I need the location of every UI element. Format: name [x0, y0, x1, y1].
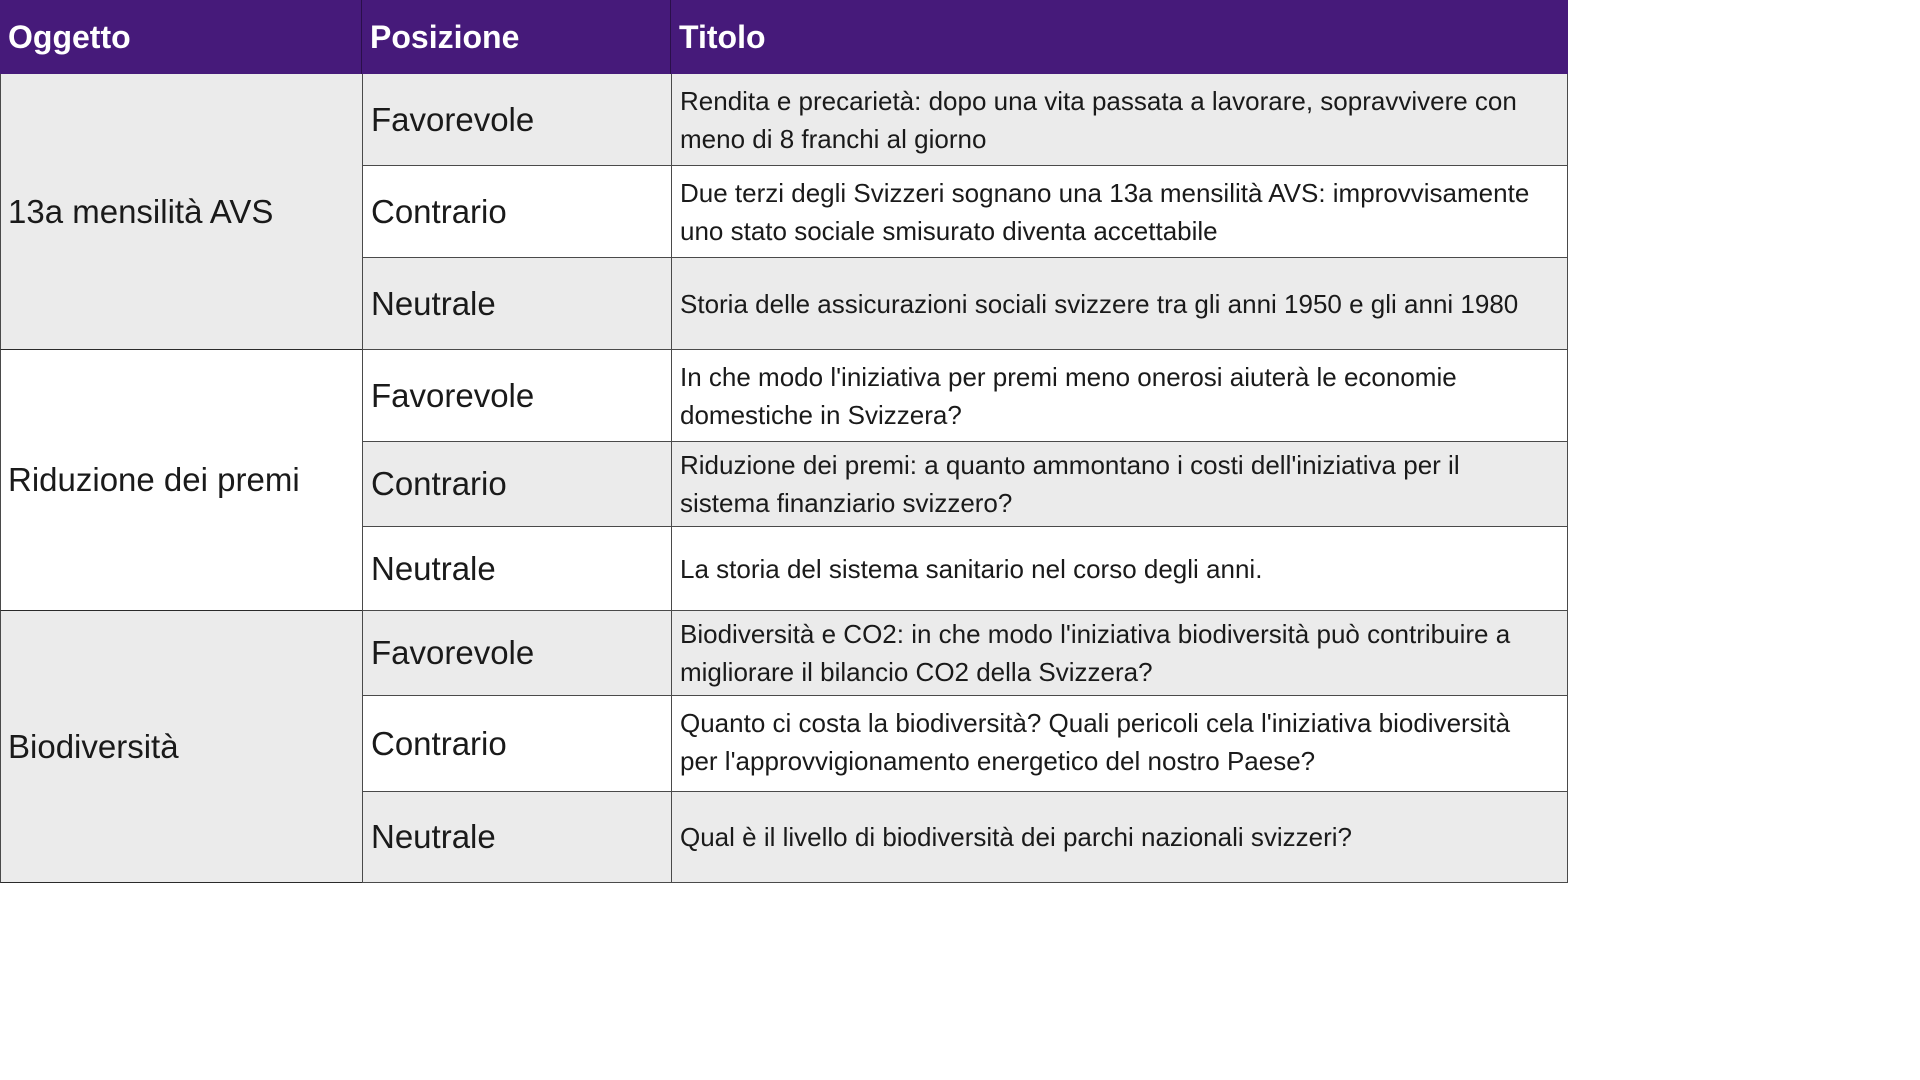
header-posizione: Posizione: [362, 0, 671, 74]
title-cell: Rendita e precarietà: dopo una vita passata a lavorare, sopravvivere con meno di 8 franchi al giorno: [671, 74, 1568, 166]
title-cell: La storia del sistema sanitario nel corso degli anni.: [671, 527, 1568, 611]
position-cell: Contrario: [362, 442, 671, 527]
position-cell: Neutrale: [362, 258, 671, 350]
title-cell: Storia delle assicurazioni sociali svizzere tra gli anni 1950 e gli anni 1980: [671, 258, 1568, 350]
topic-cell: Biodiversità: [0, 611, 362, 883]
title-cell: Riduzione dei premi: a quanto ammontano i costi dell'iniziativa per il sistema finanziario svizzero?: [671, 442, 1568, 527]
title-cell: In che modo l'iniziativa per premi meno onerosi aiuterà le economie domestiche in Svizzera?: [671, 350, 1568, 442]
title-cell: Quanto ci costa la biodiversità? Quali pericoli cela l'iniziativa biodiversità per l'approvvigionamento energetico del nostro Paese?: [671, 696, 1568, 792]
header-oggetto: Oggetto: [0, 0, 362, 74]
position-cell: Neutrale: [362, 792, 671, 883]
position-cell: Favorevole: [362, 350, 671, 442]
position-cell: Neutrale: [362, 527, 671, 611]
header-titolo: Titolo: [671, 0, 1568, 74]
position-cell: Contrario: [362, 166, 671, 258]
title-cell: Qual è il livello di biodiversità dei parchi nazionali svizzeri?: [671, 792, 1568, 883]
position-cell: Favorevole: [362, 611, 671, 696]
title-cell: Biodiversità e CO2: in che modo l'iniziativa biodiversità può contribuire a migliorare il bilancio CO2 della Svizzera?: [671, 611, 1568, 696]
topic-cell: Riduzione dei premi: [0, 350, 362, 611]
title-cell: Due terzi degli Svizzeri sognano una 13a mensilità AVS: improvvisamente uno stato sociale smisurato diventa accettabile: [671, 166, 1568, 258]
position-cell: Contrario: [362, 696, 671, 792]
position-cell: Favorevole: [362, 74, 671, 166]
topic-cell: 13a mensilità AVS: [0, 74, 362, 350]
